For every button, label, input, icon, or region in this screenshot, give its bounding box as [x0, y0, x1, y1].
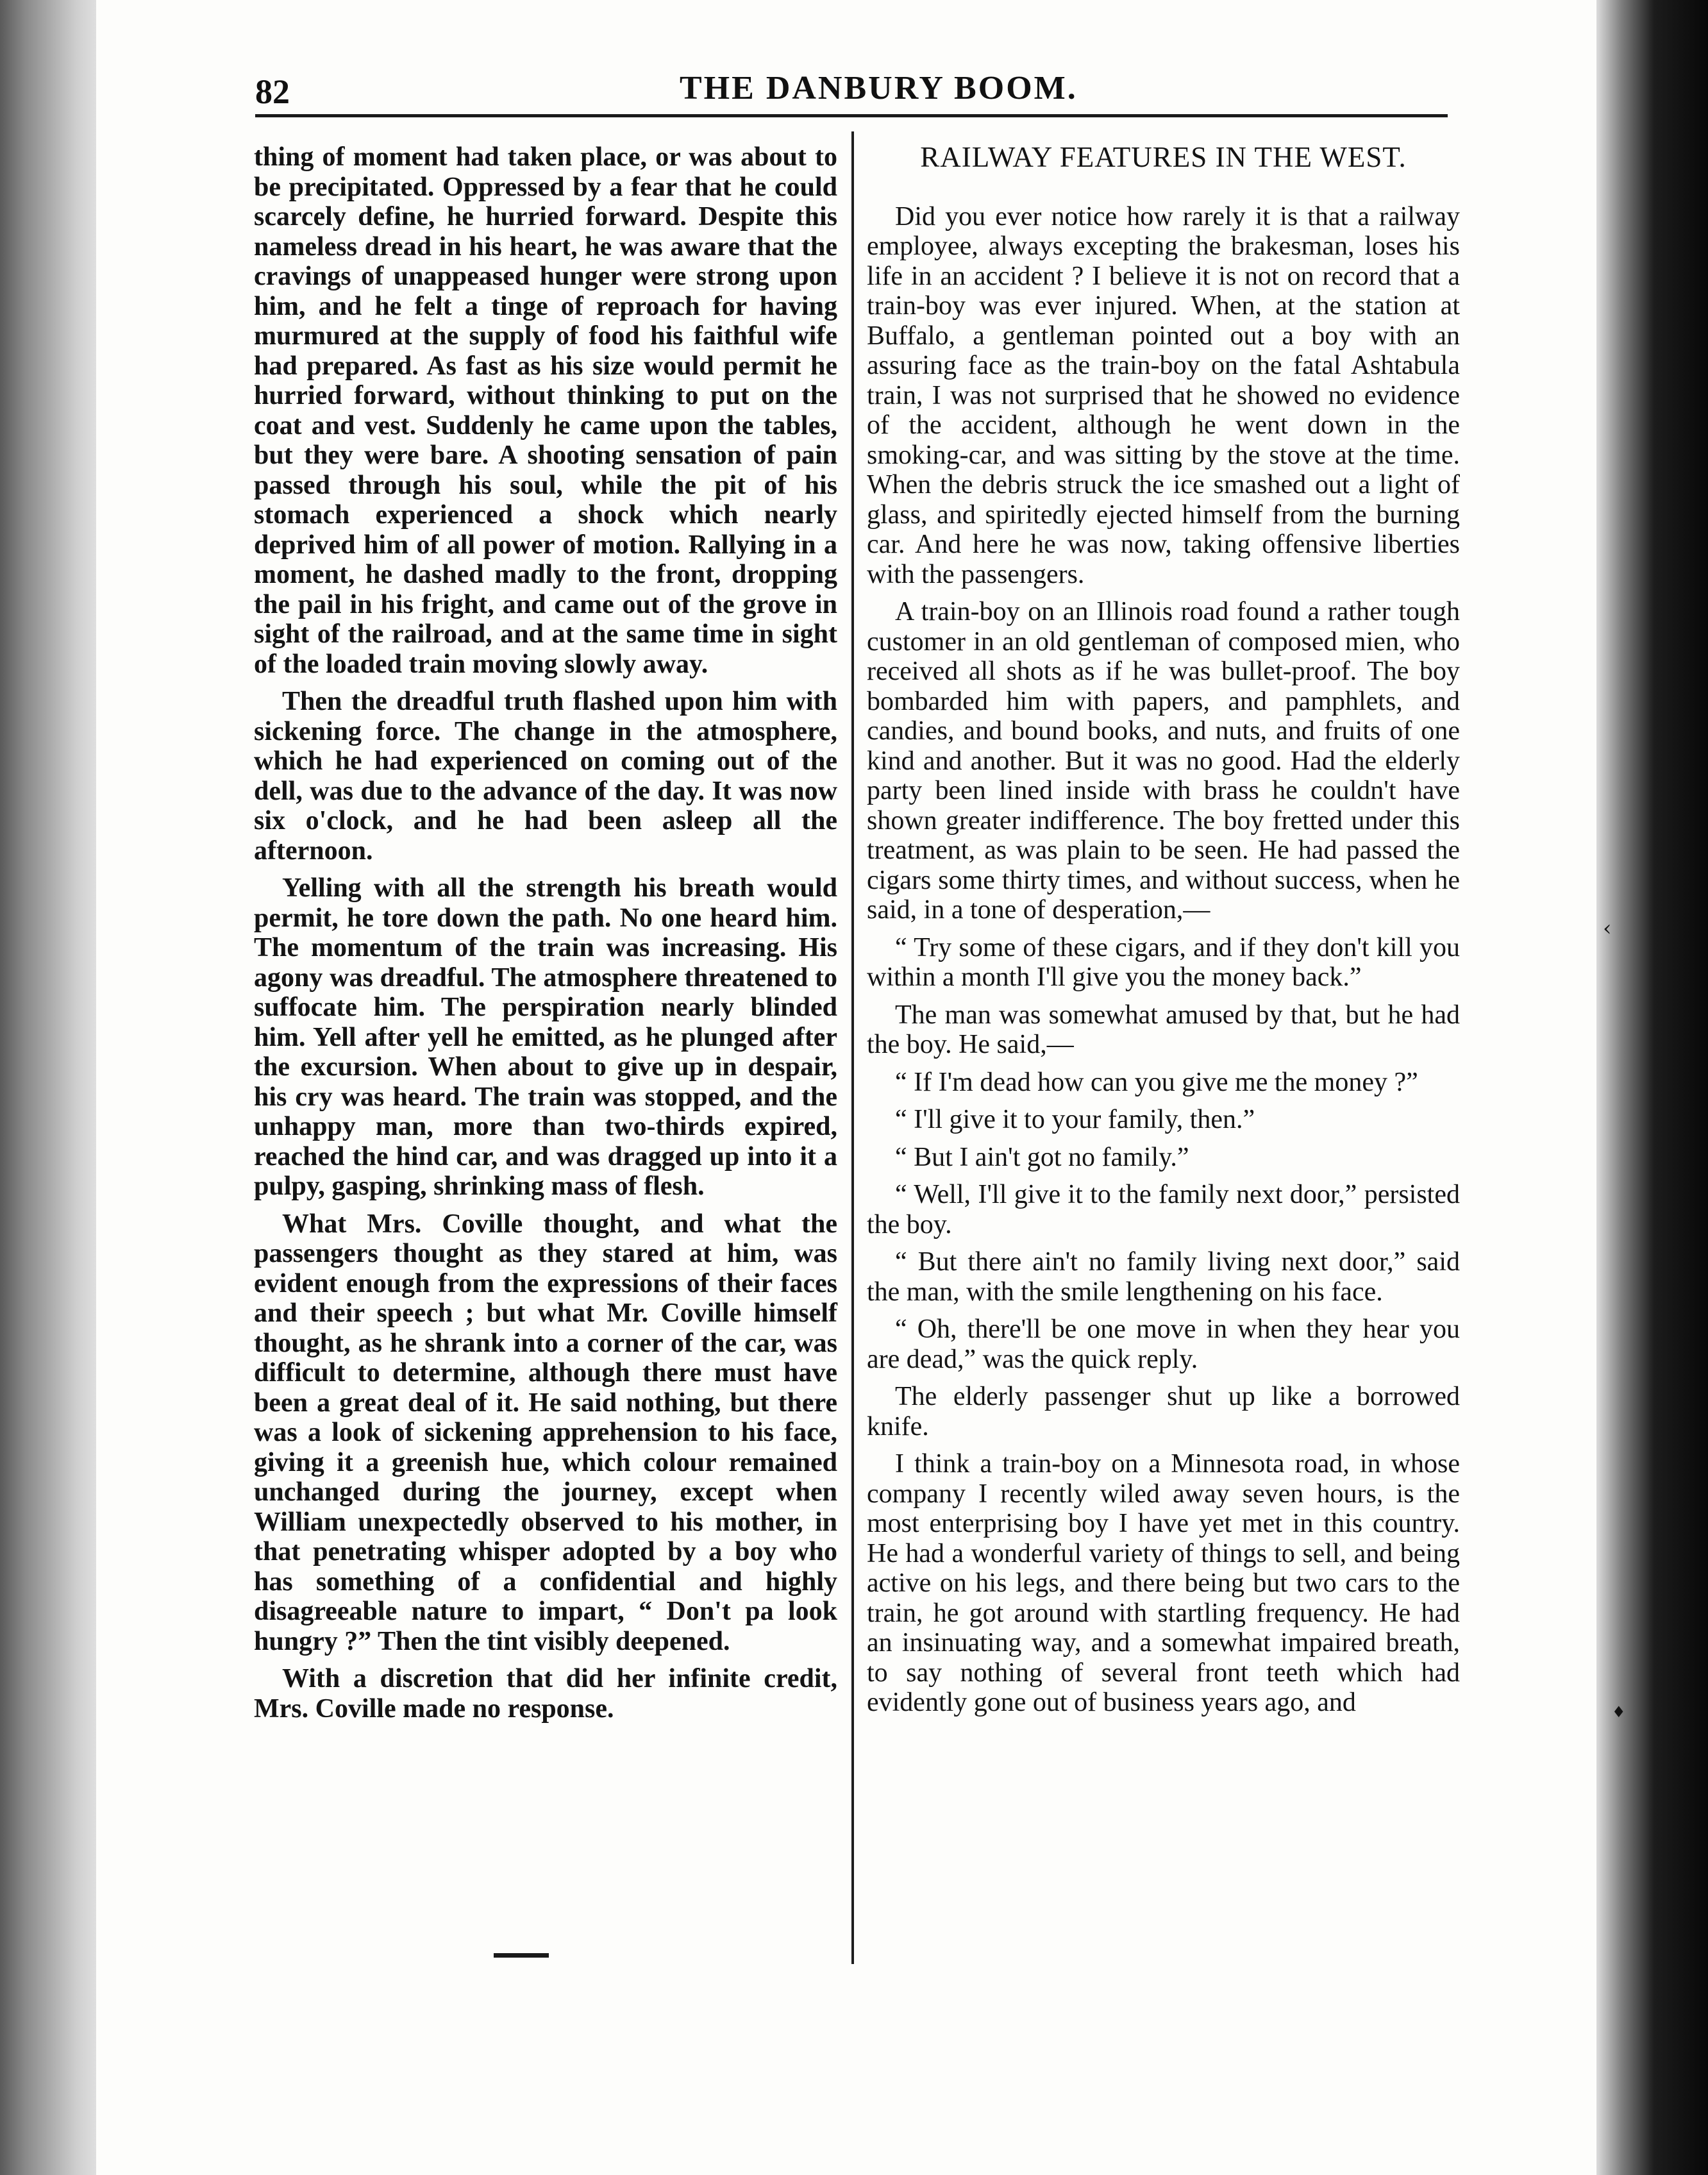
- paragraph: I think a train-boy on a Minnesota road, in whose company I recently wiled away seven hours, is the most enterprising boy I have yet met in this country. He had a wonderful variety of things to sell, and being active on his legs, and there being but two cars to the train, he got around with startling frequency. He had an insinuating way, and a somewhat impaired breath, to say nothing of several front teeth which had evidently gone out of business years ago, and: [867, 1449, 1460, 1717]
- column-divider: [851, 131, 854, 1964]
- paragraph: “ Try some of these cigars, and if they don't kill you within a month I'll give you the money back.”: [867, 932, 1460, 992]
- paragraph: “ But there ain't no family living next door,” said the man, with the smile lengthening on his face.: [867, 1247, 1460, 1307]
- paragraph: “ But I ain't got no family.”: [895, 1142, 1189, 1172]
- article-title: RAILWAY FEATURES IN THE WEST.: [920, 141, 1407, 173]
- paragraph: thing of moment had taken place, or was about to be precipitated. Oppressed by a fear that he could scarcely define, he hurried forward. Despite this nameless dread in his heart, he was aware that the cravings of unappeased hunger were strong upon him, and he felt a tinge of reproach for having murmured at the supply of food his faithful wife had prepared. As fast as his size would permit he hurried forward, without thinking to put on the coat and vest. Suddenly he came upon the tables, but they were bare. A shooting sensation of pain passed through his soul, while the pit of his stomach experienced a shock which nearly deprived him of all power of motion. Rallying in a moment, he dashed madly to the front, dropping the pail in his fright, and came out of the grove in sight of the railroad, and at the same time in sight of the loaded train moving slowly away.: [254, 142, 837, 679]
- paragraph: What Mrs. Coville thought, and what the passengers thought as they stared at him, was evident enough from the expressions of their faces and their speech ; but what Mr. Coville himself thought, as he shrank into a corner of the car, was difficult to determine, although there must have been a great deal of it. He said nothing, but there was a look of sickening apprehension to his face, giving it a greenish hue, which colour remained unchanged during the journey, except when William unexpectedly observed to his mother, in that penetrating whisper adopted by a boy who has something of a confidential and highly disagreeable nature to impart, “ Don't pa look hungry ?” Then the tint visibly deepened.: [254, 1209, 837, 1656]
- paragraph: Then the dreadful truth flashed upon him with sickening force. The change in the atmosphere, which he had experienced on coming out of the dell, was due to the advance of the day. It was now six o'clock, and he had been asleep all the afternoon.: [254, 687, 837, 866]
- paragraph: “ I'll give it to your family, then.”: [895, 1105, 1255, 1134]
- margin-dot-mark: ♦: [1612, 1703, 1626, 1721]
- paragraph: A train-boy on an Illinois road found a rather tough customer in an old gentleman of composed mien, who received all shots as if he was bullet-proof. The boy bombarded him with papers, and pamphlets, and candies, and bound books, and nuts, and fruits of one kind and another. But it was no good. Had the elderly party been lined inside with brass he couldn't have shown greater indifference. The boy fretted under this treatment, as was plain to be seen. He had passed the cigars some thirty times, and without success, when he said, in a tone of desperation,—: [867, 597, 1460, 925]
- paragraph: The man was somewhat amused by that, but he had the boy. He said,—: [867, 1000, 1460, 1059]
- paragraph: Yelling with all the strength his breath would permit, he tore down the path. No one heard him. The momentum of the train was increasing. His agony was dreadful. The atmosphere threatened to suffocate him. The perspiration nearly blinded him. Yell after yell he emitted, as he plunged after the excursion. When about to give up in despair, his cry was heard. The train was stopped, and the unhappy man, more than two-thirds expired, reached the hind car, and was dragged up into it a pulpy, gasping, shrinking mass of flesh.: [254, 873, 837, 1201]
- paragraph: The elderly passenger shut up like a borrowed knife.: [867, 1382, 1460, 1441]
- left-column: [254, 142, 837, 1731]
- running-title: THE DANBURY BOOM.: [680, 70, 1078, 106]
- paragraph: Did you ever notice how rarely it is that a railway employee, always excepting the brakesman, loses his life in an accident ? I believe it is not on record that a train-boy was ever injured. When, at the station at Buffalo, a gentleman pointed out a boy with an assuring face as the train-boy on the fatal Ashtabula train, I was not surprised that he showed no evidence of the accident, although he went down in the smoking-car, and was sitting by the stove at the time. When the debris struck the ice smashed out a light of glass, and spiritedly ejected himself from the burning car. And here he was now, taking offensive liberties with the passengers.: [867, 201, 1460, 589]
- right-column: [867, 142, 1460, 1726]
- scan-edge-shadow: [1596, 0, 1708, 2175]
- paragraph: “ If I'm dead how can you give me the money ?”: [895, 1067, 1418, 1097]
- section-end-dash: [494, 1953, 549, 1958]
- margin-arrow-mark: ‹: [1603, 916, 1612, 941]
- page-number: 82: [255, 72, 290, 111]
- paragraph: “ Well, I'll give it to the family next door,” persisted the boy.: [867, 1180, 1460, 1239]
- paragraph: “ Oh, there'll be one move in when they hear you are dead,” was the quick reply.: [867, 1314, 1460, 1374]
- header-rule: [255, 114, 1448, 117]
- paragraph: With a discretion that did her infinite credit, Mrs. Coville made no response.: [254, 1664, 837, 1724]
